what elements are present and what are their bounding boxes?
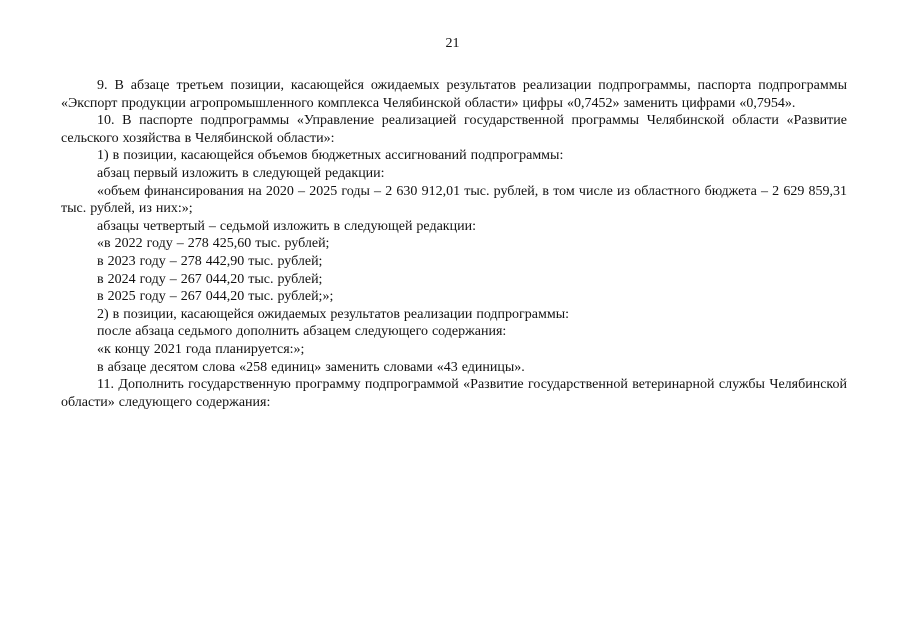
paragraph-item-9: 9. В абзаце третьем позиции, касающейся ожидаемых результатов реализации подпрограммы, паспорта подпрограммы «Экспорт продукции агропромышленного комплекса Челябинской области» цифры «0,7452» заменить цифрами «0,7954». — [61, 78, 847, 111]
paragraph-replacement: в абзаце десятом слова «258 единиц» заменить словами «43 единицы». — [97, 359, 525, 375]
paragraph-year-2025: в 2025 году – 267 044,20 тыс. рублей;»; — [97, 289, 334, 305]
document-body — [61, 77, 847, 411]
paragraph-instruction: абзац первый изложить в следующей редакции: — [97, 165, 385, 181]
paragraph-instruction: абзацы четвертый – седьмой изложить в следующей редакции: — [97, 218, 476, 234]
paragraph-year-2022: «в 2022 году – 278 425,60 тыс. рублей; — [97, 236, 330, 252]
paragraph-quote-plan: «к концу 2021 года планируется:»; — [97, 341, 305, 357]
paragraph-item-11: 11. Дополнить государственную программу подпрограммой «Развитие государственной ветеринарной службы Челябинской области» следующего содержания: — [61, 377, 847, 410]
page-number: 21 — [445, 36, 460, 51]
paragraph-instruction: после абзаца седьмого дополнить абзацем следующего содержания: — [97, 324, 507, 340]
paragraph-subitem-1: 1) в позиции, касающейся объемов бюджетных ассигнований подпрограммы: — [97, 148, 564, 164]
paragraph-item-10: 10. В паспорте подпрограммы «Управление реализацией государственной программы Челябинской области «Развитие сельского хозяйства в Челябинской области»: — [61, 113, 847, 146]
paragraph-subitem-2: 2) в позиции, касающейся ожидаемых результатов реализации подпрограммы: — [97, 306, 570, 322]
paragraph-quote-financing: «объем финансирования на 2020 – 2025 годы – 2 630 912,01 тыс. рублей, в том числе из областного бюджета – 2 629 859,31 тыс. рублей, из них:»; — [61, 183, 847, 217]
paragraph-year-2023: в 2023 году – 278 442,90 тыс. рублей; — [97, 253, 323, 269]
paragraph-year-2024: в 2024 году – 267 044,20 тыс. рублей; — [97, 271, 323, 287]
